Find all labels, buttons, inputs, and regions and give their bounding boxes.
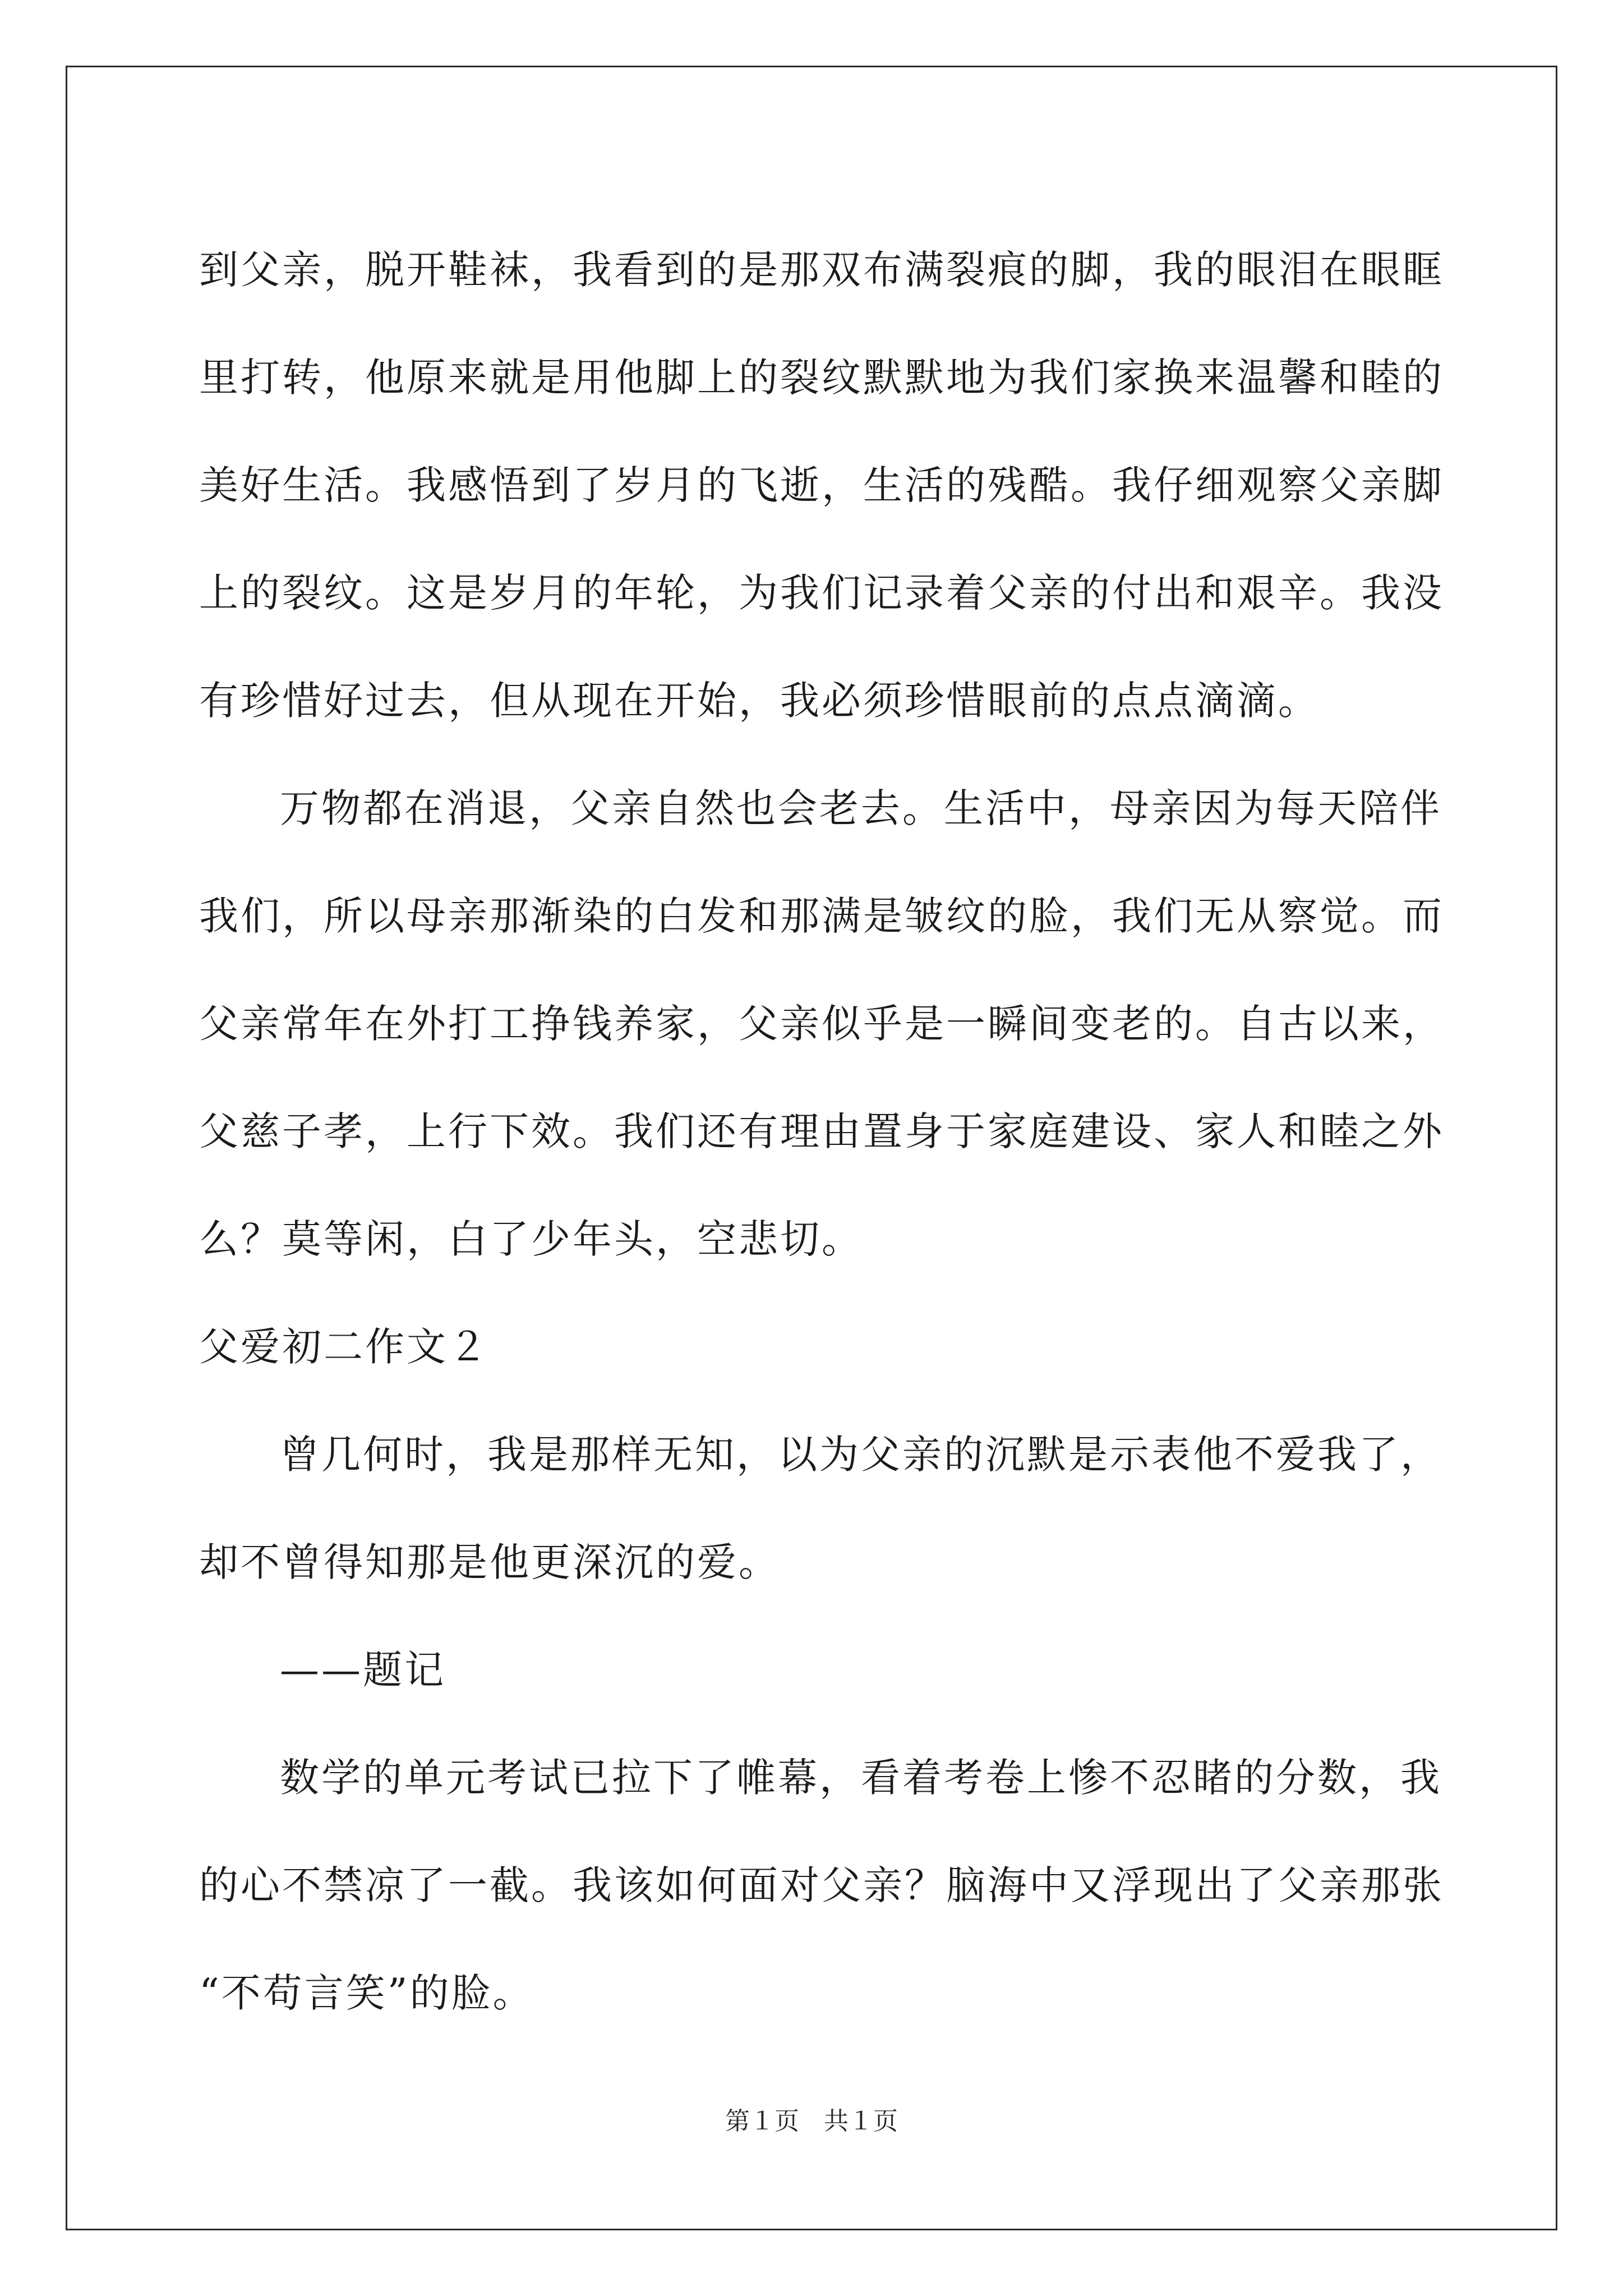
text-line: 上的裂纹。这是岁月的年轮，为我们记录着父亲的付出和艰辛。我没 (199, 570, 1444, 616)
section-heading: 父爱初二作文２ (199, 1324, 490, 1370)
paragraph-first-line: 数学的单元考试已拉下了帷幕，看着考卷上惨不忍睹的分数，我 (280, 1755, 1442, 1801)
document-body (199, 216, 1444, 2047)
paragraph-first-line: 万物都在消退，父亲自然也会老去。生活中，母亲因为每天陪伴 (280, 785, 1442, 831)
text-line: 我们，所以母亲那渐染的白发和那满是皱纹的脸，我们无从察觉。而 (199, 893, 1444, 939)
text-line: 的心不禁凉了一截。我该如何面对父亲？脑海中又浮现出了父亲那张 (199, 1862, 1444, 1908)
text-line: 父亲常年在外打工挣钱养家，父亲似乎是一瞬间变老的。自古以来， (199, 1001, 1444, 1047)
paragraph-first-line: 曾几何时，我是那样无知，以为父亲的沉默是示表他不爱我了， (280, 1432, 1442, 1478)
text-line: 有珍惜好过去，但从现在开始，我必须珍惜眼前的点点滴滴。 (199, 678, 1320, 724)
text-line: 父慈子孝，上行下效。我们还有理由置身于家庭建设、家人和睦之外 (199, 1108, 1444, 1154)
epigraph-attribution: ——题记 (280, 1647, 446, 1693)
text-line: “不苟言笑”的脸。 (199, 1970, 534, 2016)
text-line: 却不曾得知那是他更深沉的爱。 (199, 1539, 780, 1585)
text-line: 到父亲，脱开鞋袜，我看到的是那双布满裂痕的脚，我的眼泪在眼眶 (199, 247, 1444, 293)
page-footer: 第１页 共１页 (725, 2108, 898, 2135)
text-line: 里打转，他原来就是用他脚上的裂纹默默地为我们家换来温馨和睦的 (199, 355, 1444, 401)
text-line: 么？莫等闲，白了少年头，空悲切。 (199, 1216, 863, 1262)
text-line: 美好生活。我感悟到了岁月的飞逝，生活的残酷。我仔细观察父亲脚 (199, 462, 1444, 508)
